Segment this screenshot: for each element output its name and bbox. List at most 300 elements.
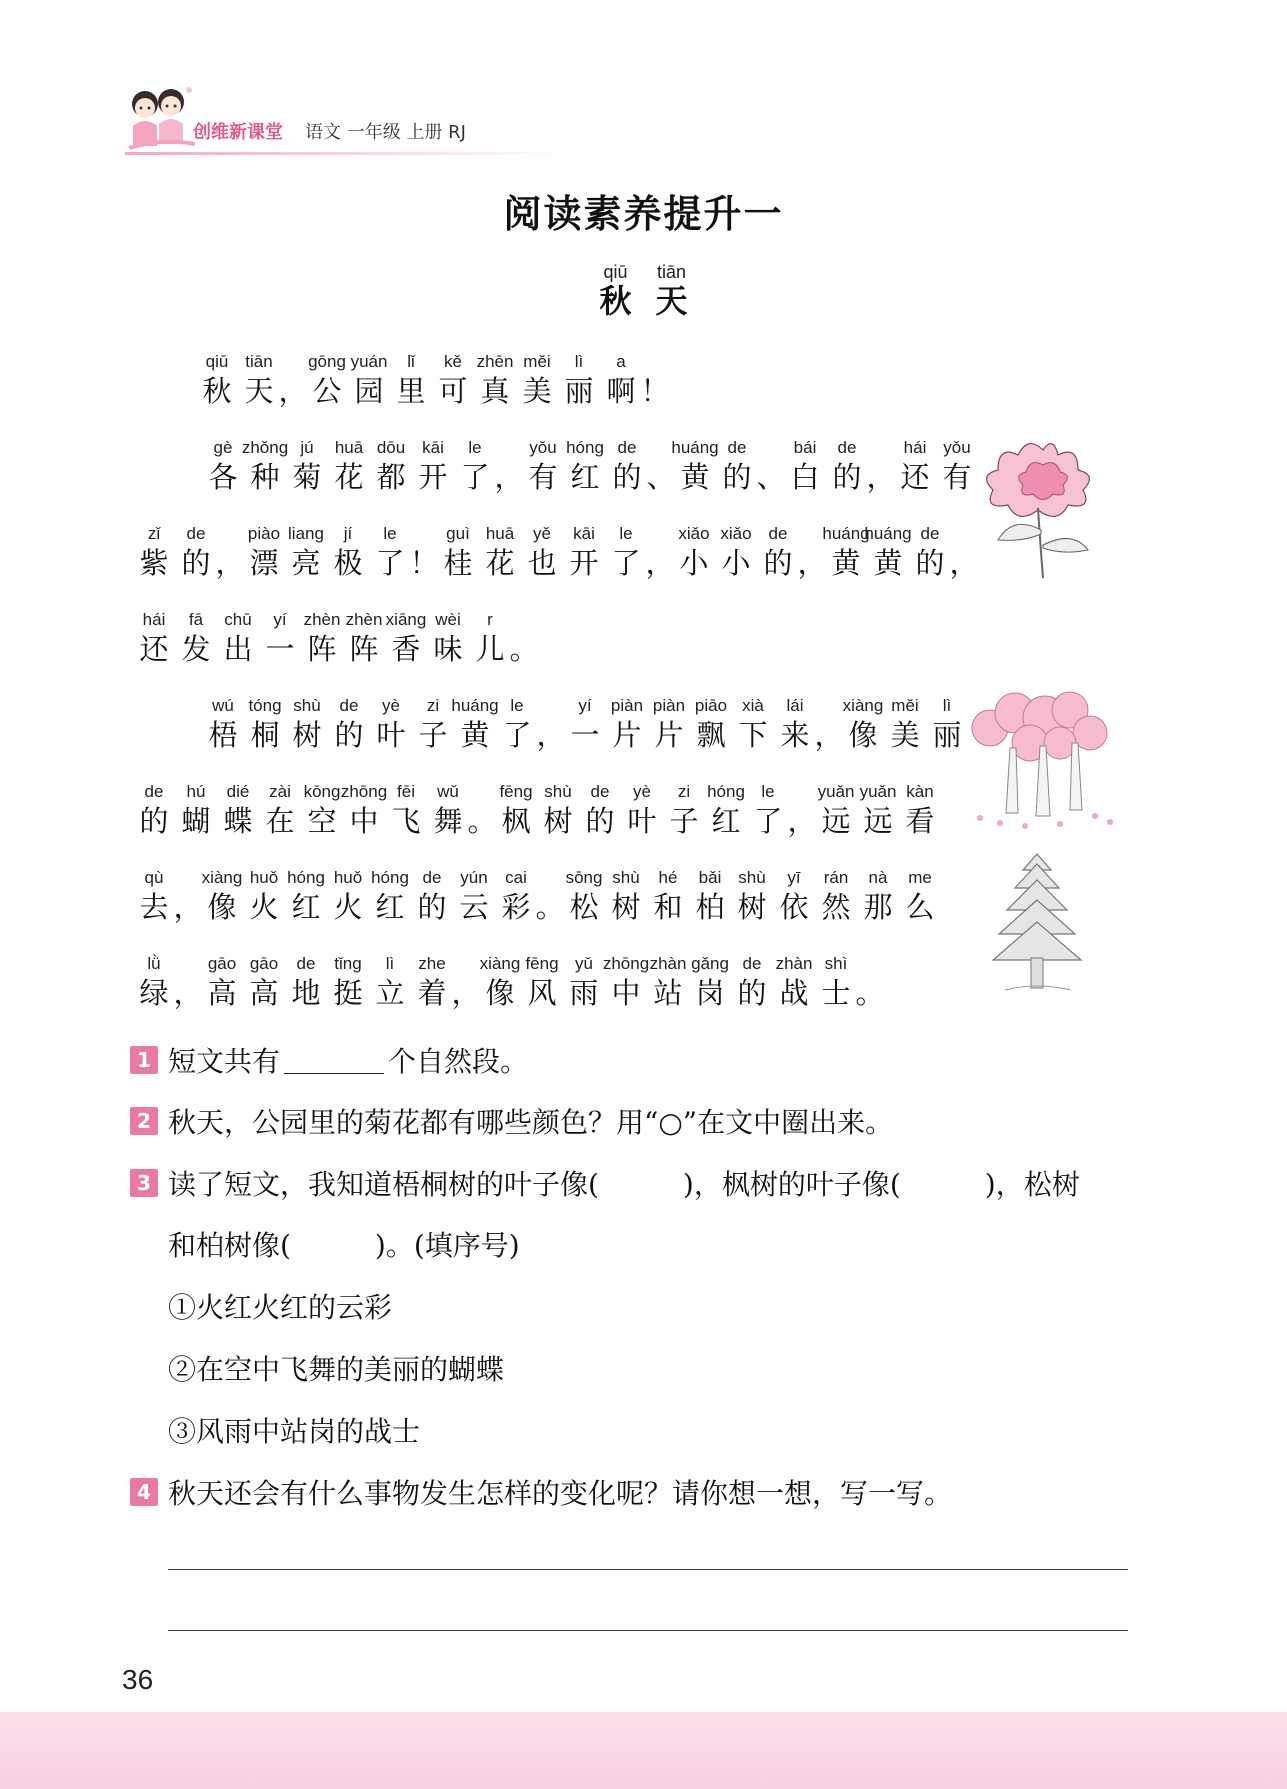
- hanzi: 桂: [443, 546, 473, 580]
- pinyin: měi: [523, 352, 551, 371]
- pinyin-char: [605, 524, 647, 582]
- title-char: tiān 天: [655, 262, 688, 320]
- hanzi: 红: [291, 890, 321, 924]
- section-title: 阅读素养提升一: [503, 192, 784, 236]
- header-divider: [125, 152, 565, 155]
- pinyin-char: [340, 782, 388, 840]
- question-number-badge: 3: [130, 1169, 158, 1197]
- pinyin: yě: [533, 524, 551, 543]
- cartoon-kids-logo-icon: [125, 82, 197, 154]
- pinyin-char: [774, 696, 816, 754]
- pinyin: wǔ: [437, 782, 459, 801]
- pinyin-char: [328, 438, 370, 496]
- hanzi: 树: [543, 804, 573, 838]
- book-info: 语文 一年级 上册 RJ: [305, 122, 466, 143]
- pinyin: xiǎo: [678, 524, 710, 543]
- pinyin: huáng: [451, 696, 499, 715]
- hanzi: 片: [612, 718, 642, 752]
- question-3-continued: 和柏树像( )。(填序号): [168, 1229, 520, 1262]
- pinyin-char: [516, 352, 558, 410]
- pinyin-char: [479, 524, 521, 582]
- punctuation-mark: 、: [646, 460, 676, 494]
- hanzi: 叶: [376, 718, 406, 752]
- hanzi: 绿: [139, 976, 169, 1010]
- pinyin-char: [327, 868, 369, 926]
- hanzi: 各: [208, 460, 238, 494]
- chrysanthemum-illustration: [968, 430, 1118, 580]
- answer-line-1[interactable]: [168, 1569, 1128, 1570]
- pinyin: yǒu: [943, 438, 971, 457]
- hanzi: 叶: [627, 804, 657, 838]
- pinyin-char: [564, 438, 606, 496]
- hanzi: 么: [905, 890, 935, 924]
- hanzi: 极: [333, 546, 363, 580]
- hanzi: 像: [848, 718, 878, 752]
- pinyin-char: [731, 868, 773, 926]
- pinyin: hái: [903, 438, 927, 457]
- pinyin: de: [837, 438, 857, 457]
- pinyin: a: [616, 352, 626, 371]
- hanzi: 儿: [475, 632, 505, 666]
- pinyin-char: [563, 868, 605, 926]
- hanzi: 像: [485, 976, 515, 1010]
- pinyin: yuǎn: [859, 782, 897, 801]
- pinyin-char: [857, 868, 899, 926]
- pinyin-char: [822, 524, 870, 582]
- punctuation: [511, 610, 537, 668]
- pinyin: zhèn: [303, 610, 341, 629]
- pinyin: dōu: [376, 438, 406, 457]
- pinyin-char: [369, 868, 411, 926]
- story-line-2: [202, 438, 978, 496]
- pinyin-char: [647, 868, 689, 926]
- pinyin-char: [705, 782, 747, 840]
- pinyin-char: [369, 954, 411, 1012]
- hanzi: 了: [502, 718, 532, 752]
- pinyin-char: [243, 954, 285, 1012]
- hanzi: 天: [244, 374, 274, 408]
- story-line-1: [196, 352, 668, 410]
- hanzi: 着: [417, 976, 447, 1010]
- pinyin-char: [732, 696, 774, 754]
- pinyin-char: [647, 954, 689, 1012]
- pinyin: lì: [385, 954, 395, 973]
- pinyin-char: [285, 868, 327, 926]
- pinyin-char: [884, 696, 926, 754]
- pinyin-char: [757, 524, 799, 582]
- punctuation: [175, 954, 201, 1012]
- punctuation: [217, 524, 243, 582]
- pinyin: shù: [293, 696, 321, 715]
- pinyin-char: [606, 438, 648, 496]
- pinyin-char: [201, 868, 243, 926]
- pinyin-char: [600, 352, 642, 410]
- pinyin: huā: [334, 438, 364, 457]
- hanzi: 了: [611, 546, 641, 580]
- pinyin-char: [175, 782, 217, 840]
- hanzi: 的: [417, 890, 447, 924]
- pinyin-char: [864, 524, 912, 582]
- pinyin: tǐng: [334, 954, 362, 973]
- pinyin-char: [301, 610, 343, 668]
- pinyin: gāo: [207, 954, 237, 973]
- pinyin-char: [385, 610, 427, 668]
- pinyin-char: [671, 438, 719, 496]
- pinyin-char: [327, 524, 369, 582]
- pinyin: yí: [273, 610, 287, 629]
- question-1: [130, 1040, 528, 1080]
- pinyin: shì: [824, 954, 848, 973]
- punctuation: [857, 954, 883, 1012]
- hanzi: 那: [863, 890, 893, 924]
- pinyin: kě: [444, 352, 462, 371]
- hanzi: 火: [333, 890, 363, 924]
- pinyin: měi: [891, 696, 919, 715]
- pinyin-char: [412, 696, 454, 754]
- pinyin-char: [815, 954, 857, 1012]
- pinyin: bǎi: [698, 868, 722, 887]
- pinyin-char: [673, 524, 715, 582]
- story-title: [0, 262, 1287, 320]
- punctuation-mark: 。: [467, 804, 497, 838]
- hanzi: 黄: [831, 546, 861, 580]
- hanzi: 和: [653, 890, 683, 924]
- hanzi: 的: [585, 804, 615, 838]
- pinyin-char: [605, 868, 647, 926]
- pinyin-char: [731, 954, 773, 1012]
- hanzi: 士: [821, 976, 851, 1010]
- hanzi: 雨: [569, 976, 599, 1010]
- pinyin-char: [241, 438, 289, 496]
- pinyin: zi: [426, 696, 440, 715]
- pinyin-char: [175, 524, 217, 582]
- pinyin: de: [617, 438, 637, 457]
- hanzi: 依: [779, 890, 809, 924]
- hanzi: 还: [900, 460, 930, 494]
- pinyin-char: [343, 610, 385, 668]
- answer-blank[interactable]: [284, 1047, 384, 1074]
- pinyin: kàn: [906, 782, 934, 801]
- pinyin: de: [144, 782, 164, 801]
- hanzi: 看: [905, 804, 935, 838]
- hanzi: 出: [223, 632, 253, 666]
- hanzi: 立: [375, 976, 405, 1010]
- page-header: [125, 82, 565, 162]
- hanzi: 黄: [460, 718, 490, 752]
- punctuation: [789, 782, 815, 840]
- question-1-text-after: 个自然段。: [388, 1045, 529, 1078]
- wutong-trees-illustration: [960, 688, 1122, 830]
- punctuation-mark: ，: [278, 374, 308, 408]
- hanzi: 桐: [250, 718, 280, 752]
- punctuation: [538, 696, 564, 754]
- story-line-3: [133, 524, 977, 582]
- pinyin-char: [327, 954, 369, 1012]
- pinyin-char: [773, 868, 815, 926]
- pinyin-char: [301, 782, 343, 840]
- hanzi: 远: [821, 804, 851, 838]
- pinyin: zhēn: [476, 352, 514, 371]
- punctuation-mark: ，: [536, 718, 566, 752]
- pinyin: hé: [658, 868, 678, 887]
- hanzi: 阵: [307, 632, 337, 666]
- pinyin: hóng: [566, 438, 604, 457]
- hanzi: 真: [480, 374, 510, 408]
- pinyin-char: [201, 954, 243, 1012]
- hanzi: 小: [721, 546, 751, 580]
- pinyin-char: [217, 782, 259, 840]
- punctuation: [537, 868, 563, 926]
- pinyin-char: [451, 696, 499, 754]
- hanzi: 岗: [695, 976, 725, 1010]
- hanzi: 片: [654, 718, 684, 752]
- pinyin-char: [243, 868, 285, 926]
- pinyin: de: [768, 524, 788, 543]
- hanzi: 站: [653, 976, 683, 1010]
- answer-line-2[interactable]: [168, 1630, 1128, 1631]
- option-2: ②在空中飞舞的美丽的蝴蝶: [168, 1353, 505, 1386]
- pinyin: shù: [738, 868, 766, 887]
- option-3: ③风雨中站岗的战士: [168, 1415, 421, 1448]
- punctuation: [758, 438, 784, 496]
- pinyin: hóng: [371, 868, 409, 887]
- punctuation: [469, 782, 495, 840]
- hanzi: 丽: [932, 718, 962, 752]
- hanzi: 红: [711, 804, 741, 838]
- hanzi: 紫: [139, 546, 169, 580]
- hanzi: 有: [528, 460, 558, 494]
- pinyin-char: [411, 868, 453, 926]
- pinyin: de: [590, 782, 610, 801]
- pinyin-char: [606, 696, 648, 754]
- pinyin: shù: [612, 868, 640, 887]
- hanzi: 子: [418, 718, 448, 752]
- pinyin: qiū: [205, 352, 229, 371]
- pinyin-char: [370, 696, 412, 754]
- hanzi: 来: [780, 718, 810, 752]
- pinyin-char: [133, 868, 175, 926]
- pinyin: lì: [942, 696, 952, 715]
- pinyin: cai: [505, 868, 527, 887]
- pinyin-char: [564, 696, 606, 754]
- pinyin: xià: [742, 696, 764, 715]
- question-3-text: 读了短文，我知道梧桐树的叶子像( )，枫树的叶子像( )，松树: [168, 1168, 1080, 1201]
- punctuation-mark: ，: [451, 976, 481, 1010]
- pinyin-char: [432, 352, 474, 410]
- punctuation: [280, 352, 306, 410]
- hanzi: 美: [890, 718, 920, 752]
- pinyin-char: [537, 782, 579, 840]
- pinyin: xiàng: [201, 868, 243, 887]
- pinyin-char: [133, 524, 175, 582]
- hanzi: 战: [779, 976, 809, 1010]
- hanzi: 蝶: [223, 804, 253, 838]
- punctuation-mark: ！: [409, 546, 439, 580]
- pinyin-char: [579, 782, 621, 840]
- pinyin: guì: [446, 524, 470, 543]
- pinyin-char: [202, 696, 244, 754]
- pinyin-char: [716, 438, 758, 496]
- pinyin-char: [663, 782, 705, 840]
- punctuation: [647, 524, 673, 582]
- pinyin-char: [690, 696, 732, 754]
- hanzi: 远: [863, 804, 893, 838]
- pinyin-char: [521, 954, 563, 1012]
- pinyin: dié: [226, 782, 250, 801]
- question-number-badge: 4: [130, 1478, 158, 1506]
- hanzi: 啊: [606, 374, 636, 408]
- hanzi: 彩: [501, 890, 531, 924]
- pinyin-char: [715, 524, 757, 582]
- pinyin-char: [522, 438, 564, 496]
- hanzi: 松: [569, 890, 599, 924]
- hanzi: 梧: [208, 718, 238, 752]
- page-number: 36: [122, 1664, 154, 1695]
- pinyin: piàn: [610, 696, 644, 715]
- hanzi: 树: [737, 890, 767, 924]
- pinyin-char: [385, 782, 427, 840]
- hanzi: 漂: [249, 546, 279, 580]
- pinyin-char: [495, 782, 537, 840]
- punctuation-mark: ！: [640, 374, 670, 408]
- pinyin-char: [826, 438, 868, 496]
- punctuation-mark: ，: [814, 718, 844, 752]
- pine-tree-illustration: [985, 850, 1089, 1000]
- pinyin: yún: [460, 868, 488, 887]
- hanzi: 中: [611, 976, 641, 1010]
- hanzi: 小: [679, 546, 709, 580]
- pinyin-char: [454, 438, 496, 496]
- punctuation-mark: 。: [509, 632, 539, 666]
- pinyin: me: [908, 868, 932, 887]
- pinyin: lǜ: [147, 954, 161, 973]
- pinyin: zhàn: [775, 954, 813, 973]
- pinyin: huǒ: [333, 868, 363, 887]
- pinyin-char: [133, 954, 175, 1012]
- pinyin-char: [437, 524, 479, 582]
- pinyin-char: [621, 782, 663, 840]
- pinyin: le: [468, 438, 482, 457]
- pinyin-char: [411, 954, 453, 1012]
- question-4: [130, 1472, 952, 1512]
- hanzi: 香: [391, 632, 421, 666]
- hanzi: 的: [139, 804, 169, 838]
- pinyin: piàn: [652, 696, 686, 715]
- punctuation: [642, 352, 668, 410]
- question-2-text: 秋天，公园里的菊花都有哪些颜色？用“○”在文中圈出来。: [168, 1106, 894, 1139]
- punctuation-mark: ，: [494, 460, 524, 494]
- hanzi: 了: [753, 804, 783, 838]
- hanzi: 的: [181, 546, 211, 580]
- punctuation: [411, 524, 437, 582]
- pinyin: yí: [578, 696, 592, 715]
- pinyin: lǐ: [407, 352, 415, 371]
- pinyin: fēi: [397, 782, 415, 801]
- hanzi: 枫: [501, 804, 531, 838]
- question-3: [130, 1163, 1080, 1203]
- pinyin-char: [259, 610, 301, 668]
- pinyin: kāi: [573, 524, 595, 543]
- question-number-badge: 1: [130, 1046, 158, 1074]
- pinyin: yuǎn: [817, 782, 855, 801]
- hanzi: 中: [349, 804, 379, 838]
- story-line-7: [133, 868, 941, 926]
- pinyin: chū: [224, 610, 252, 629]
- pinyin: huáng: [864, 524, 912, 543]
- pinyin: liang: [288, 524, 324, 543]
- hanzi: 花: [485, 546, 515, 580]
- punctuation: [175, 868, 201, 926]
- pinyin: rán: [823, 868, 849, 887]
- pinyin: de: [920, 524, 940, 543]
- pinyin-char: [469, 610, 511, 668]
- pinyin: kōng: [303, 782, 341, 801]
- pinyin-char: [390, 352, 432, 410]
- pinyin: le: [761, 782, 775, 801]
- pinyin-char: [909, 524, 951, 582]
- pinyin-char: [427, 610, 469, 668]
- pinyin: yè: [633, 782, 651, 801]
- hanzi: 味: [433, 632, 463, 666]
- punctuation-mark: 、: [756, 460, 786, 494]
- hanzi: 里: [396, 374, 426, 408]
- pinyin: huáng: [822, 524, 870, 543]
- hanzi: 都: [376, 460, 406, 494]
- punctuation-mark: ，: [949, 546, 979, 580]
- hanzi: 有: [942, 460, 972, 494]
- hanzi: 地: [291, 976, 321, 1010]
- hanzi: 可: [438, 374, 468, 408]
- punctuation: [868, 438, 894, 496]
- hanzi: 在: [265, 804, 295, 838]
- punctuation-mark: ，: [215, 546, 245, 580]
- hanzi: 火: [249, 890, 279, 924]
- hanzi: 飞: [391, 804, 421, 838]
- pinyin: hóng: [287, 868, 325, 887]
- question-4-text: 秋天还会有什么事物发生怎样的变化呢？请你想一想，写一写。: [168, 1477, 953, 1510]
- hanzi: 阵: [349, 632, 379, 666]
- pinyin-char: [474, 352, 516, 410]
- pinyin-char: [495, 868, 537, 926]
- hanzi: 蝴: [181, 804, 211, 838]
- pinyin: zài: [269, 782, 291, 801]
- hanzi: 也: [527, 546, 557, 580]
- pinyin: yuán: [350, 352, 388, 371]
- pinyin-char: [563, 524, 605, 582]
- hanzi: 菊: [292, 460, 322, 494]
- pinyin-char: [815, 782, 857, 840]
- pinyin: xiāng: [385, 610, 427, 629]
- pinyin: le: [510, 696, 524, 715]
- hanzi: 公: [312, 374, 342, 408]
- story-line-8: [133, 954, 883, 1012]
- pinyin: r: [487, 610, 493, 629]
- pinyin-char: [202, 438, 244, 496]
- hanzi: 一: [570, 718, 600, 752]
- pinyin-char: [747, 782, 789, 840]
- pinyin-char: [285, 524, 327, 582]
- pinyin: nà: [868, 868, 888, 887]
- pinyin: jú: [300, 438, 314, 457]
- punctuation: [799, 524, 825, 582]
- punctuation-mark: ，: [787, 804, 817, 838]
- punctuation: [496, 438, 522, 496]
- pinyin: fēng: [499, 782, 533, 801]
- hanzi: 白: [790, 460, 820, 494]
- story-line-5: [202, 696, 968, 754]
- pinyin: yī: [787, 868, 801, 887]
- hanzi: 的: [763, 546, 793, 580]
